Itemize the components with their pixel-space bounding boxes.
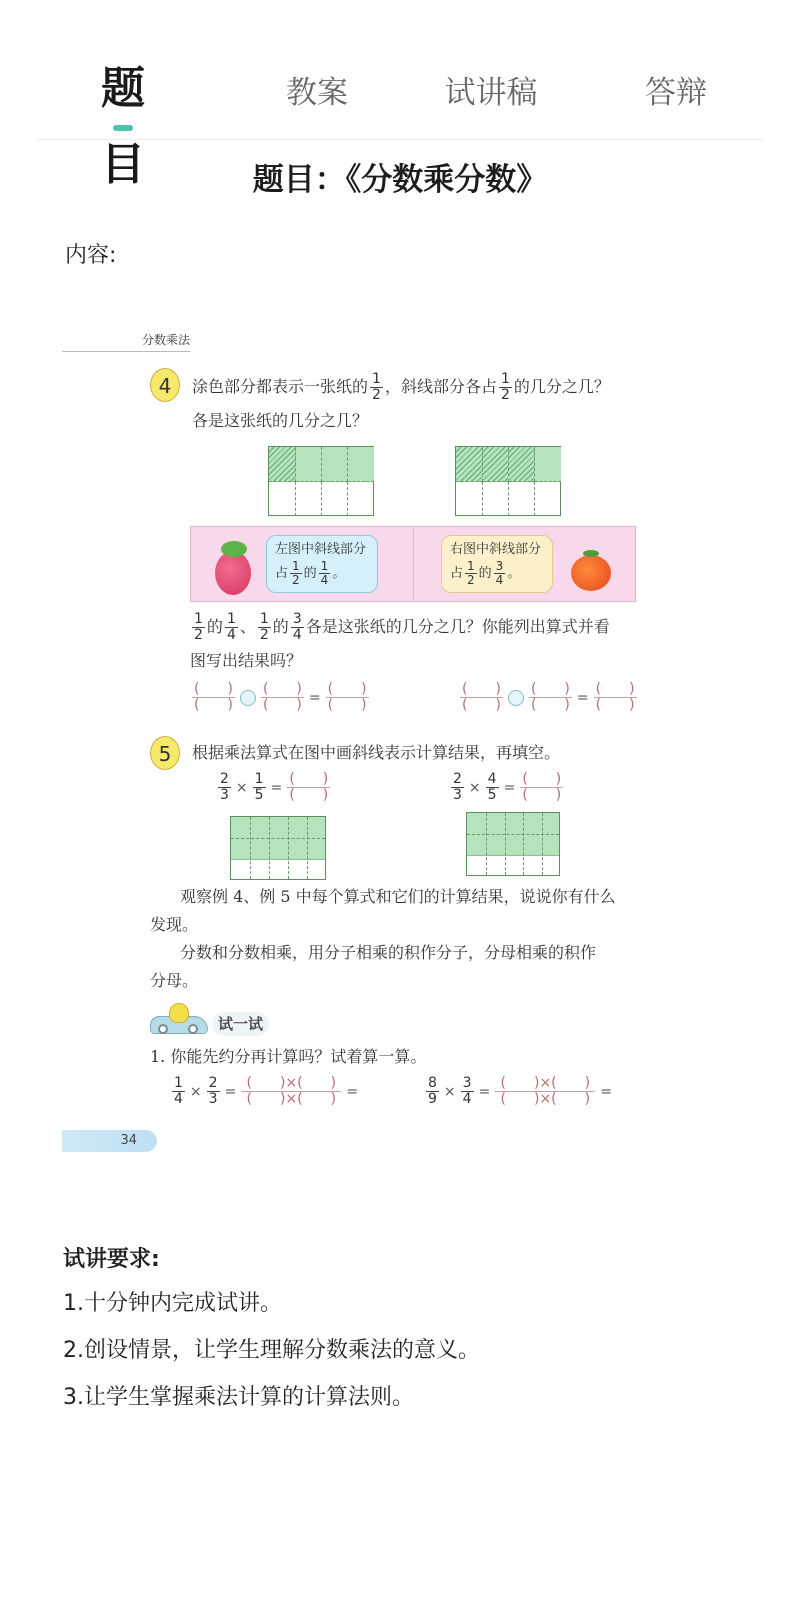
rule-line1: 分数和分数相乘，用分子相乘的积作分子，分母相乘的积作	[180, 943, 597, 962]
requirement-item: 1.十分钟内完成试讲。	[63, 1291, 282, 1316]
fraction-grid-right	[455, 446, 561, 516]
radish-character-icon	[215, 551, 251, 595]
observation-line1: 观察例 4、例 5 中每个算式和它们的计算结果，说说你有什么	[180, 887, 616, 906]
example-5-badge: 5	[150, 736, 180, 770]
fraction-grid-2-3-by-1-5	[230, 816, 326, 880]
observation-line2: 发现。	[150, 915, 199, 934]
speech-bubble-left: 左图中斜线部分 占 $\frac{1}{2}$ 的 $\frac{1}{4}$ 。	[266, 535, 378, 593]
operator-circle-blank	[240, 690, 256, 706]
textbook-page-image	[62, 330, 662, 1190]
fraction-grid-left	[268, 446, 374, 516]
blank-equation-right: $\frac{( )}{( )}$ $\frac{( )}{( )}$ = $\frac{( )}{( )}$	[462, 681, 635, 713]
requirements-section	[63, 1240, 763, 1421]
tab-lecture-script[interactable]: 试讲稿	[444, 75, 538, 111]
tomato-character-icon	[571, 555, 611, 591]
rule-line2: 分母。	[150, 971, 199, 990]
try-it-badge: 试一试	[150, 1010, 270, 1038]
content-label: 内容:	[65, 243, 117, 268]
active-tab-indicator	[113, 125, 133, 131]
fraction-grid-2-3-by-4-5	[466, 812, 560, 876]
speech-bubble-right: 右图中斜线部分 占 $\frac{1}{2}$ 的 $\frac{3}{4}$ 。	[441, 535, 553, 593]
page-title: 题目：《分数乘分数》	[252, 162, 548, 198]
requirement-item: 3.让学生掌握乘法计算的计算法则。	[63, 1385, 414, 1410]
try-question-1: 1. 你能先约分再计算吗？试着算一算。	[150, 1047, 427, 1066]
example-5-equation-left: $\frac{2}{3}$ × $\frac{1}{5}$ = $\frac{( )}{( )}$	[220, 771, 329, 803]
operator-circle-blank	[508, 690, 524, 706]
example-4-question: $\frac{1}{2}$ 的 $\frac{1}{4}$ 、 $\frac{1}{2}$ 的 $\frac{3}{4}$ 各是这张纸的几分之几？你能列出算式并看	[194, 611, 610, 643]
fraction: $\frac{1}{2}$	[500, 371, 510, 403]
example-4-question-line2: 图写出结果吗？	[190, 651, 303, 670]
try-equation-right: $\frac{8}{9}$ × $\frac{3}{4}$ = $\frac{( )\times( )}{( )\times( )}$ =	[428, 1075, 613, 1107]
example-4-line2: 各是这张纸的几分之几？	[192, 411, 369, 430]
requirements-title: 试讲要求:	[63, 1247, 160, 1272]
example-5-equation-right: $\frac{2}{3}$ × $\frac{4}{5}$ = $\frac{( )}{( )}$	[453, 771, 562, 803]
blank-equation-left: $\frac{( )}{( )}$ $\frac{( )}{( )}$ = $\frac{( )}{( )}$	[194, 681, 367, 713]
dialogue-strip	[190, 526, 636, 602]
example-4-badge: 4	[150, 368, 180, 402]
tab-defense[interactable]: 答辩	[645, 75, 707, 111]
tab-topic[interactable]: 题目	[101, 63, 145, 190]
tab-lesson-plan[interactable]: 教案	[286, 75, 348, 111]
requirement-item: 2.创设情景，让学生理解分数乘法的意义。	[63, 1338, 480, 1363]
try-equation-left: $\frac{1}{4}$ × $\frac{2}{3}$ = $\frac{( )\times( )}{( )\times( )}$ =	[174, 1075, 359, 1107]
fraction: $\frac{1}{2}$	[372, 371, 381, 403]
example-5-text: 根据乘法算式在图中画斜线表示计算结果，再填空。	[192, 743, 561, 762]
example-4-line1: 涂色部分都表示一张纸的 $\frac{1}{2}$ ，斜线部分各占 $\frac{1}{2}$ 的几分之几？	[192, 371, 610, 403]
running-head: 分数乘法	[62, 330, 190, 352]
page-number: 34	[62, 1130, 157, 1152]
